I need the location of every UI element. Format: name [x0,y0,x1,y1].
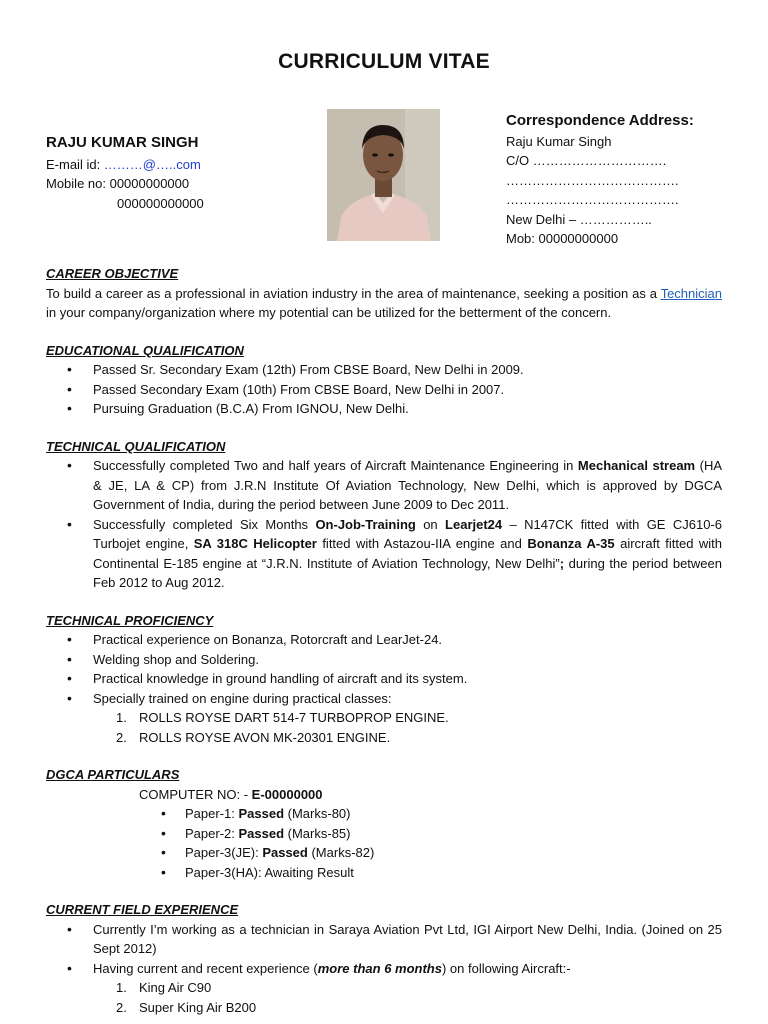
cv-content [46,264,722,1017]
correspondence-block [506,111,694,249]
mobile-number-2: 000000000000 [117,195,204,211]
item-text: ROLLS ROYSE AVON MK-20301 ENGINE. [139,729,391,745]
computer-number-line [46,785,722,805]
career-text-1: To build a career as a professional in aviation industry in the area of maintenance, seeking a position as a [46,285,661,301]
bold-text: SA 318C Helicopter [193,536,317,551]
mobile-label: Mobile no: [46,176,110,191]
email-line [46,155,204,175]
text: on [415,516,446,532]
career-objective-text [46,284,722,323]
paper-status: Passed [238,825,285,841]
text: fitted with Astazou-IIA engine and [316,536,528,551]
contact-block [46,133,204,213]
portrait-image [327,109,440,241]
correspondence-line: …………………………………. [506,192,679,207]
list-item: • Passed Secondary Exam (10th) From CBSE Board, New Delhi in 2007. [46,380,722,400]
document-title: CURRICULUM VITAE [278,50,490,73]
technical-qualification-list [46,456,722,593]
mobile-line [46,174,204,194]
list-item [46,978,722,998]
profile-photo [327,109,440,241]
mobile-number-1: 00000000000 [109,176,190,191]
list-item: • Welding shop and Soldering. [46,650,722,670]
education-list [46,360,722,419]
bold-text: Bonanza A-35 [527,536,615,551]
correspondence-line: Mob: 00000000000 [506,231,619,246]
list-item [46,959,722,979]
paper-label: Paper-3(HA): Awaiting Result [185,864,354,880]
bold-text: ; [559,555,565,571]
computer-number-label: COMPUTER NO: - [139,786,252,802]
item-text: Super King Air B200 [139,999,257,1015]
email-label: E-mail id: [46,156,104,172]
section-heading-education: EDUCATIONAL QUALIFICATION [46,342,244,358]
list-item [46,843,722,863]
paper-label: Paper-2: [185,825,239,841]
section-heading-dgca: DGCA PARTICULARS [46,767,180,782]
candidate-name: RAJU KUMAR SINGH [46,134,199,151]
section-heading-career: CAREER OBJECTIVE [46,266,179,281]
item-number: 2. [116,999,127,1015]
text: Successfully completed Six Months [93,516,316,532]
career-text-2: in your company/organization where my potential can be utilized for the betterment of the concern. [46,305,612,320]
list-item [46,998,722,1018]
list-item [46,824,722,844]
paper-marks: (Marks-82) [307,845,375,860]
paper-marks: (Marks-85) [284,825,351,841]
paper-label: Paper-1: [185,806,239,821]
section-heading-experience: CURRENT FIELD EXPERIENCE [46,902,239,917]
paper-marks: (Marks-80) [284,806,351,821]
text: Having current and recent experience ( [93,960,318,976]
experience-list [46,920,722,979]
item-number: 1. [116,980,127,995]
list-item: • Specially trained on engine during practical classes: [46,689,722,709]
list-item [46,708,722,728]
correspondence-line: New Delhi – …………….. [506,211,652,227]
computer-number-value: E-00000000 [251,786,323,802]
text: aircraft fitted with Continental E-185 engine at “J.R.N. Institute of Aviation Technology, New Delhi” [93,536,722,571]
text: – N147CK fitted with GE CJ610-6 Turbojet engine, [93,516,722,551]
paper-status: Passed [262,845,308,860]
list-item [46,804,722,824]
correspondence-title: Correspondence Address: [506,112,694,129]
email-value[interactable]: ………@…..com [103,156,201,172]
list-item [46,863,722,883]
bold-italic-text: more than 6 months [317,960,442,976]
list-item: • Practical knowledge in ground handling of aircraft and its system. [46,669,722,689]
correspondence-line: C/O …………………………. [506,153,667,168]
engine-list [46,708,722,747]
list-item [46,456,722,515]
bold-text: On-Job-Training [315,516,416,532]
list-item: • Pursuing Graduation (B.C.A) From IGNOU, New Delhi. [46,399,722,419]
paper-status: Passed [238,806,285,821]
item-text: ROLLS ROYSE DART 514-7 TURBOPROP ENGINE. [139,710,449,725]
item-number: 2. [116,729,127,745]
text: Successfully completed Two and half years of Aircraft Maintenance Engineering in [93,458,578,473]
list-item: • Practical experience on Bonanza, Rotorcraft and LearJet-24. [46,630,722,650]
aircraft-list [46,978,722,1017]
list-item [46,728,722,748]
section-heading-technical-qualification: TECHNICAL QUALIFICATION [46,438,226,454]
technician-link[interactable]: Technician [660,285,722,301]
proficiency-list [46,630,722,708]
text: (HA & JE, LA & CP) from J.R.N Institute Of Aviation Technology, New Delhi, which is approved by DGCA Government of India, during the period between June 2009 to Dec 2011. [93,458,723,512]
list-item: • Currently I’m working as a technician in Saraya Aviation Pvt Ltd, IGI Airport New Delhi, India. (Joined on 25 Sept 2012) [46,920,722,959]
text: ) on following Aircraft:- [441,960,571,976]
correspondence-line: Raju Kumar Singh [506,133,612,149]
list-item [46,515,722,593]
item-number: 1. [116,710,127,725]
section-heading-proficiency: TECHNICAL PROFICIENCY [46,612,214,628]
paper-list [46,804,722,882]
text: during the period between Feb 2012 to Aug 2012. [93,555,722,590]
item-text: King Air C90 [139,980,212,995]
bold-text: Mechanical stream [577,458,696,473]
paper-label: Paper-3(JE): [185,845,263,860]
list-item: • Passed Sr. Secondary Exam (12th) From CBSE Board, New Delhi in 2009. [46,360,722,380]
correspondence-line: …………………………………. [506,172,679,188]
bold-text: Learjet24 [445,516,503,532]
